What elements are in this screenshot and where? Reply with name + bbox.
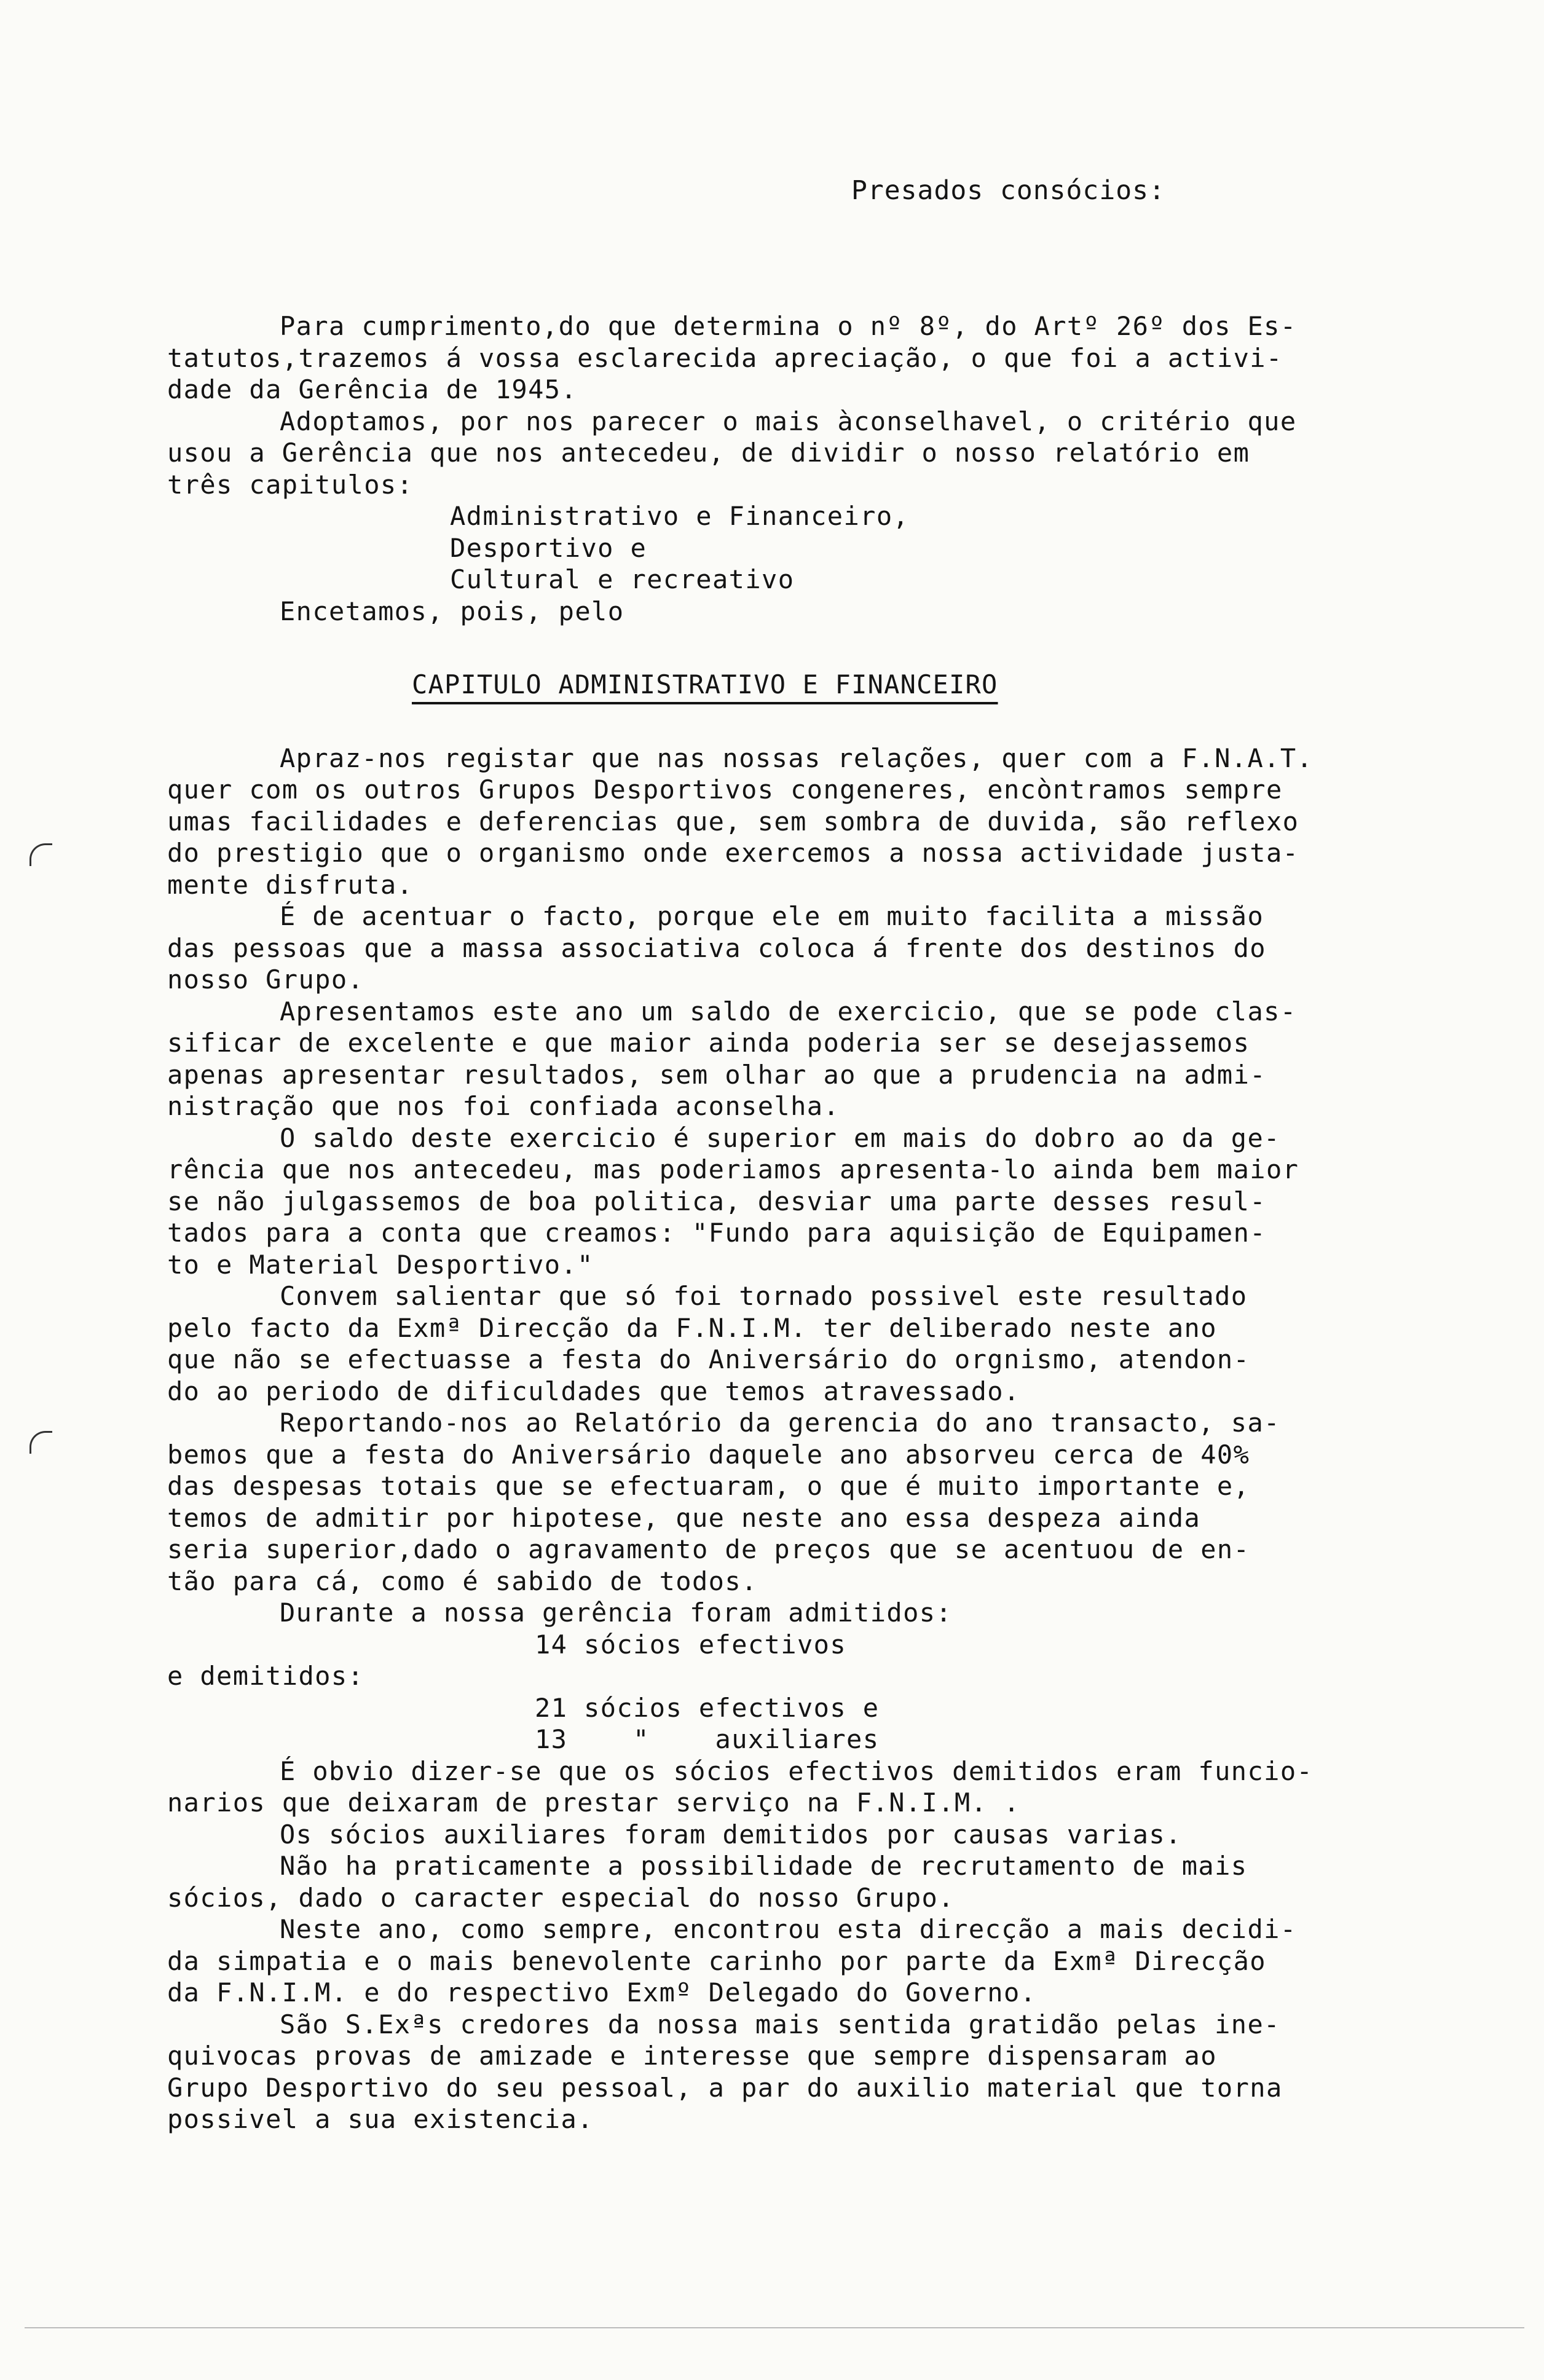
text-line: apenas apresentar resultados, sem olhar ao que a prudencia na admi-: [167, 1059, 1266, 1090]
text-line: das pessoas que a massa associativa coloca á frente dos destinos do: [167, 932, 1266, 963]
text-line: dade da Gerência de 1945.: [167, 374, 578, 404]
text-line: Adoptamos, por nos parecer o mais àconselhavel, o critério que: [280, 406, 1297, 436]
text-line: rência que nos antecedeu, mas poderiamos apresenta-lo ainda bem maior: [167, 1154, 1299, 1184]
text-line: sócios, dado o caracter especial do nosso Grupo.: [167, 1882, 955, 1913]
chapter-list-item: Administrativo e Financeiro,: [450, 501, 910, 531]
member-count-line: 14 sócios efectivos: [535, 1629, 847, 1660]
text-line: umas facilidades e deferencias que, sem sombra de duvida, são reflexo: [167, 806, 1299, 837]
text-line: pelo facto da Exmª Direcção da F.N.I.M. ter deliberado neste ano: [167, 1312, 1217, 1343]
text-line: narios que deixaram de prestar serviço na F.N.I.M. .: [167, 1787, 1020, 1818]
text-line: se não julgassemos de boa politica, desviar uma parte desses resul-: [167, 1186, 1266, 1216]
text-line: e demitidos:: [167, 1661, 364, 1691]
member-count-line: 13 " auxiliares: [535, 1724, 880, 1754]
page-bottom-rule: [25, 2327, 1524, 2328]
chapter-list-item: Desportivo e: [450, 532, 647, 563]
text-line: mente disfruta.: [167, 869, 414, 900]
text-line: Para cumprimento,do que determina o nº 8º, do Artº 26º dos Es-: [280, 311, 1297, 341]
text-line: O saldo deste exercicio é superior em mais do dobro ao da ge-: [280, 1122, 1280, 1153]
text-line: to e Material Desportivo.": [167, 1249, 594, 1280]
text-line: sificar de excelente e que maior ainda poderia ser se desejassemos: [167, 1028, 1250, 1058]
text-line: três capitulos:: [167, 469, 414, 500]
text-line: Grupo Desportivo do seu pessoal, a par do auxilio material que torna: [167, 2072, 1283, 2103]
text-line: da F.N.I.M. e do respectivo Exmº Delegado do Governo.: [167, 1977, 1037, 2008]
text-line: quivocas provas de amizade e interesse que sempre dispensaram ao: [167, 2041, 1217, 2071]
margin-mark: [30, 843, 52, 866]
text-line: bemos que a festa do Aniversário daquele ano absorveu cerca de 40%: [167, 1439, 1250, 1470]
text-line: da simpatia e o mais benevolente carinho por parte da Exmª Direcção: [167, 1945, 1266, 1976]
margin-mark: [30, 1431, 52, 1454]
text-line: Encetamos, pois, pelo: [280, 596, 624, 626]
text-line: Reportando-nos ao Relatório da gerencia do ano transacto, sa-: [280, 1408, 1280, 1438]
text-line: temos de admitir por hipotese, que neste ano essa despeza ainda: [167, 1502, 1201, 1533]
text-line: possivel a sua existencia.: [167, 2104, 594, 2134]
text-line: do prestigio que o organismo onde exercemos a nossa actividade justa-: [167, 838, 1299, 868]
text-line: usou a Gerência que nos antecedeu, de dividir o nosso relatório em: [167, 438, 1250, 468]
text-line: quer com os outros Grupos Desportivos congeneres, encòntramos sempre: [167, 774, 1283, 805]
section-heading: CAPITULO ADMINISTRATIVO E FINANCEIRO: [412, 669, 998, 699]
text-line: Apresentamos este ano um saldo de exercicio, que se pode clas-: [280, 996, 1297, 1026]
text-line: que não se efectuasse a festa do Aniversário do orgnismo, atendon-: [167, 1344, 1250, 1374]
text-line: É de acentuar o facto, porque ele em muito facilita a missão: [280, 901, 1264, 931]
text-line: Apraz-nos registar que nas nossas relações, quer com a F.N.A.T.: [280, 743, 1314, 773]
text-line: Os sócios auxiliares foram demitidos por causas varias.: [280, 1819, 1182, 1850]
text-line: do ao periodo de dificuldades que temos atravessado.: [167, 1376, 1020, 1406]
text-line: tados para a conta que creamos: "Fundo para aquisição de Equipamen-: [167, 1218, 1266, 1248]
text-line: das despesas totais que se efectuaram, o que é muito importante e,: [167, 1471, 1250, 1501]
report-body: [167, 310, 1507, 2135]
text-line: Não ha praticamente a possibilidade de recrutamento de mais: [280, 1851, 1248, 1881]
text-line: seria superior,dado o agravamento de preços que se acentuou de en-: [167, 1534, 1250, 1564]
text-line: São S.Exªs credores da nossa mais sentida gratidão pelas ine-: [280, 2009, 1280, 2039]
text-line: Convem salientar que só foi tornado possivel este resultado: [280, 1281, 1248, 1311]
text-line: tatutos,trazemos á vossa esclarecida apreciação, o que foi a activi-: [167, 342, 1283, 373]
text-line: nistração que nos foi confiada aconselha.: [167, 1091, 840, 1121]
text-line: nosso Grupo.: [167, 964, 364, 995]
text-line: É obvio dizer-se que os sócios efectivos demitidos eram funcio-: [280, 1755, 1314, 1786]
chapter-list-item: Cultural e recreativo: [450, 564, 795, 594]
salutation: Presados consócios:: [851, 175, 1165, 206]
member-count-line: 21 sócios efectivos e: [535, 1692, 880, 1723]
text-line: Durante a nossa gerência foram admitidos:: [280, 1598, 953, 1628]
text-line: tão para cá, como é sabido de todos.: [167, 1566, 758, 1596]
text-line: Neste ano, como sempre, encontrou esta direcção a mais decidi-: [280, 1914, 1297, 1944]
